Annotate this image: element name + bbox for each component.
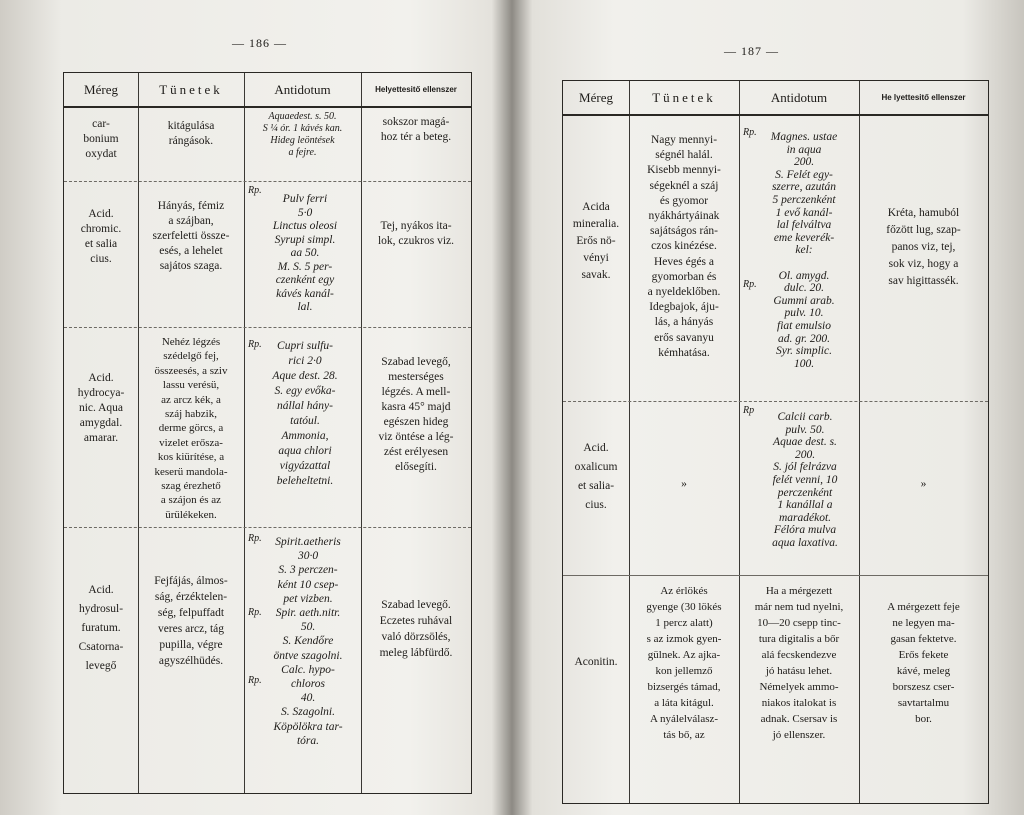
- page-number: — 187 —: [724, 44, 779, 58]
- poison-table: [63, 72, 472, 794]
- rp-label: Rp.: [248, 339, 262, 350]
- right-page: [514, 0, 1024, 815]
- row-divider: [563, 401, 988, 402]
- header-mereg: Méreg: [579, 89, 613, 105]
- cell-mereg: car- bonium oxydat: [83, 118, 119, 160]
- header-helyettesito: Helyettesitő ellenszer: [375, 85, 457, 94]
- row-divider: [64, 327, 471, 328]
- cell-helyettesito: sokszor magá- hoz tér a beteg.: [380, 116, 452, 143]
- header-antidotum: Antidotum: [770, 89, 828, 105]
- cell-tunetek: »: [681, 478, 687, 490]
- table-header: [563, 81, 988, 116]
- cell-mereg: Acida mineralia. Erős nö- vényi savak.: [572, 201, 620, 281]
- header-helyettesito: He lyettesitő ellenszer: [881, 93, 966, 102]
- cell-helyettesito: Tej, nyákos ita- lok, czukros viz.: [377, 220, 454, 247]
- row-divider: [563, 575, 988, 576]
- page-number: — 186 —: [232, 36, 287, 50]
- cell-helyettesito: Szabad levegő. Eczetes ruhával való dörzsölés, meleg lábfürdő.: [379, 599, 453, 659]
- cell-tunetek: kitágulása rángások.: [167, 120, 215, 147]
- rp-label: Rp.: [248, 607, 262, 618]
- cell-tunetek: Hányás, fémiz a szájban, szerfeletti össze- esés, a lehelet sajátos szaga.: [152, 200, 230, 272]
- cell-helyettesito: Kréta, hamuból főzött lug, szap- panos viz, tej, sok viz, hogy a sav higittassék.: [886, 207, 961, 287]
- cell-helyettesito: A mérgezett feje ne legyen ma- gasan fektetve. Erős fekete kávé, meleg borszesz cser- savtartalmu bor.: [887, 601, 960, 725]
- left-page: [0, 0, 510, 815]
- rp-label: Rp.: [743, 127, 757, 138]
- cell-mereg: Acid. chromic. et salia cius.: [80, 208, 122, 265]
- cell-mereg: Acid. hydrosul- furatum. Csatorna- levegő: [78, 584, 124, 672]
- cell-tunetek: Nagy mennyi- ségnél halál. Kisebb mennyi- ségeknél a száj és gyomor nyákhártyáinak sajátságos rán- czos kinézése. Heves égés a gyomorban és a nyeldeklőben. Idegbajok, áju- lás, a hányás erős savanyu kémhatása.: [647, 134, 721, 359]
- cell-helyettesito: Szabad levegő, mesterséges légzés. A mell- kasra 45° majd egészen hideg viz öntése a lég- zést erélyesen elősegíti.: [378, 356, 454, 473]
- cell-mereg: Acid. hydrocya- nic. Aqua amygdal. amarar.: [77, 372, 125, 444]
- cell-tunetek: Nehéz légzés szédelgő fej, összeesés, a sziv lassu verésü, az arcz kék, a száj habzik, derme görcs, a vizelet erősza- kos kiürítése, a keserü mandola- szag érezhető a szájon és az ürülékeken.: [154, 336, 228, 521]
- header-antidotum: Antidotum: [274, 81, 331, 97]
- rp-label: Rp.: [248, 675, 262, 686]
- header-mereg: Méreg: [84, 81, 118, 97]
- cell-antidotum: Aquaedest. s. 50. S ¼ ór. 1 kávés kan. Hideg leöntések a fejre.: [262, 111, 343, 158]
- header-tunetek: Tünetek: [159, 81, 223, 97]
- cell-helyettesito: »: [920, 478, 927, 490]
- poison-table: [562, 80, 989, 804]
- cell-tunetek: Az érlökés gyenge (30 lökés 1 percz alatt) s az izmok gyen- gülnek. Az ajka- kon jellemző bizsergés támad, a láta kitágul. A nyálelválasz- tás bő, az: [646, 585, 722, 741]
- cell-mereg: Aconitin.: [574, 656, 618, 668]
- cell-antidotum: Calcii carb. pulv. 50. Aquae dest. s. 200. S. jól felrázva felét venni, 10 perczenként 1 kanállal a maradékot. Félóra mulva aqua laxativa.: [772, 411, 838, 549]
- rp-label: Rp: [743, 405, 755, 416]
- cell-antidotum: Ha a mérgezett már nem tud nyelni, 10—20 csepp tinc- tura digitalis a bőr alá fecskendezve jó hatásu lehet. Némelyek ammo- niakos italokat is adnak. Csersav is jó ellenszer.: [754, 585, 844, 741]
- row-divider: [64, 527, 471, 528]
- rp-label: Rp.: [743, 279, 757, 290]
- cell-antidotum: Spirit.aetheris 30·0 S. 3 perczen- ként 10 csep- pet vizben. Spir. aeth.nitr. 50. S. Kendőre öntve szagolni. Calc. hypo- chloros 40. S. Szagolni. Köpölökra tar- tóra.: [273, 536, 343, 747]
- cell-antidotum: Magnes. ustae in aqua 200. S. Felét egy- szerre, azután 5 perczenként 1 evő kanál- lal felváltva eme keverék- kel: Ol. amygd. dulc. 20. Gummi arab. pulv. 10. fiat emulsio ad. gr. 200. Syr. simplic. 100.: [770, 131, 838, 370]
- cell-antidotum: Cupri sulfu- rici 2·0 Aque dest. 28. S. egy evőka- nállal hány- tatóul. Ammonia, aqua chlori vigyázattal beleheltetni.: [272, 340, 338, 487]
- table-header: [64, 73, 471, 108]
- cell-antidotum: Pulv ferri 5·0 Linctus oleosi Syrupi simpl. aa 50. M. S. 5 per- czenként egy kávés kanál- lal.: [272, 193, 338, 313]
- header-tunetek: Tünetek: [652, 89, 716, 105]
- row-divider: [64, 181, 471, 182]
- rp-label: Rp.: [248, 185, 262, 196]
- rp-label: Rp.: [248, 533, 262, 544]
- cell-tunetek: Fejfájás, álmos- ság, érzéktelen- ség, felpuffadt veres arcz, tág pupilla, végre agyszélhüdés.: [154, 575, 228, 667]
- cell-mereg: Acid. oxalicum et salia- cius.: [574, 442, 618, 511]
